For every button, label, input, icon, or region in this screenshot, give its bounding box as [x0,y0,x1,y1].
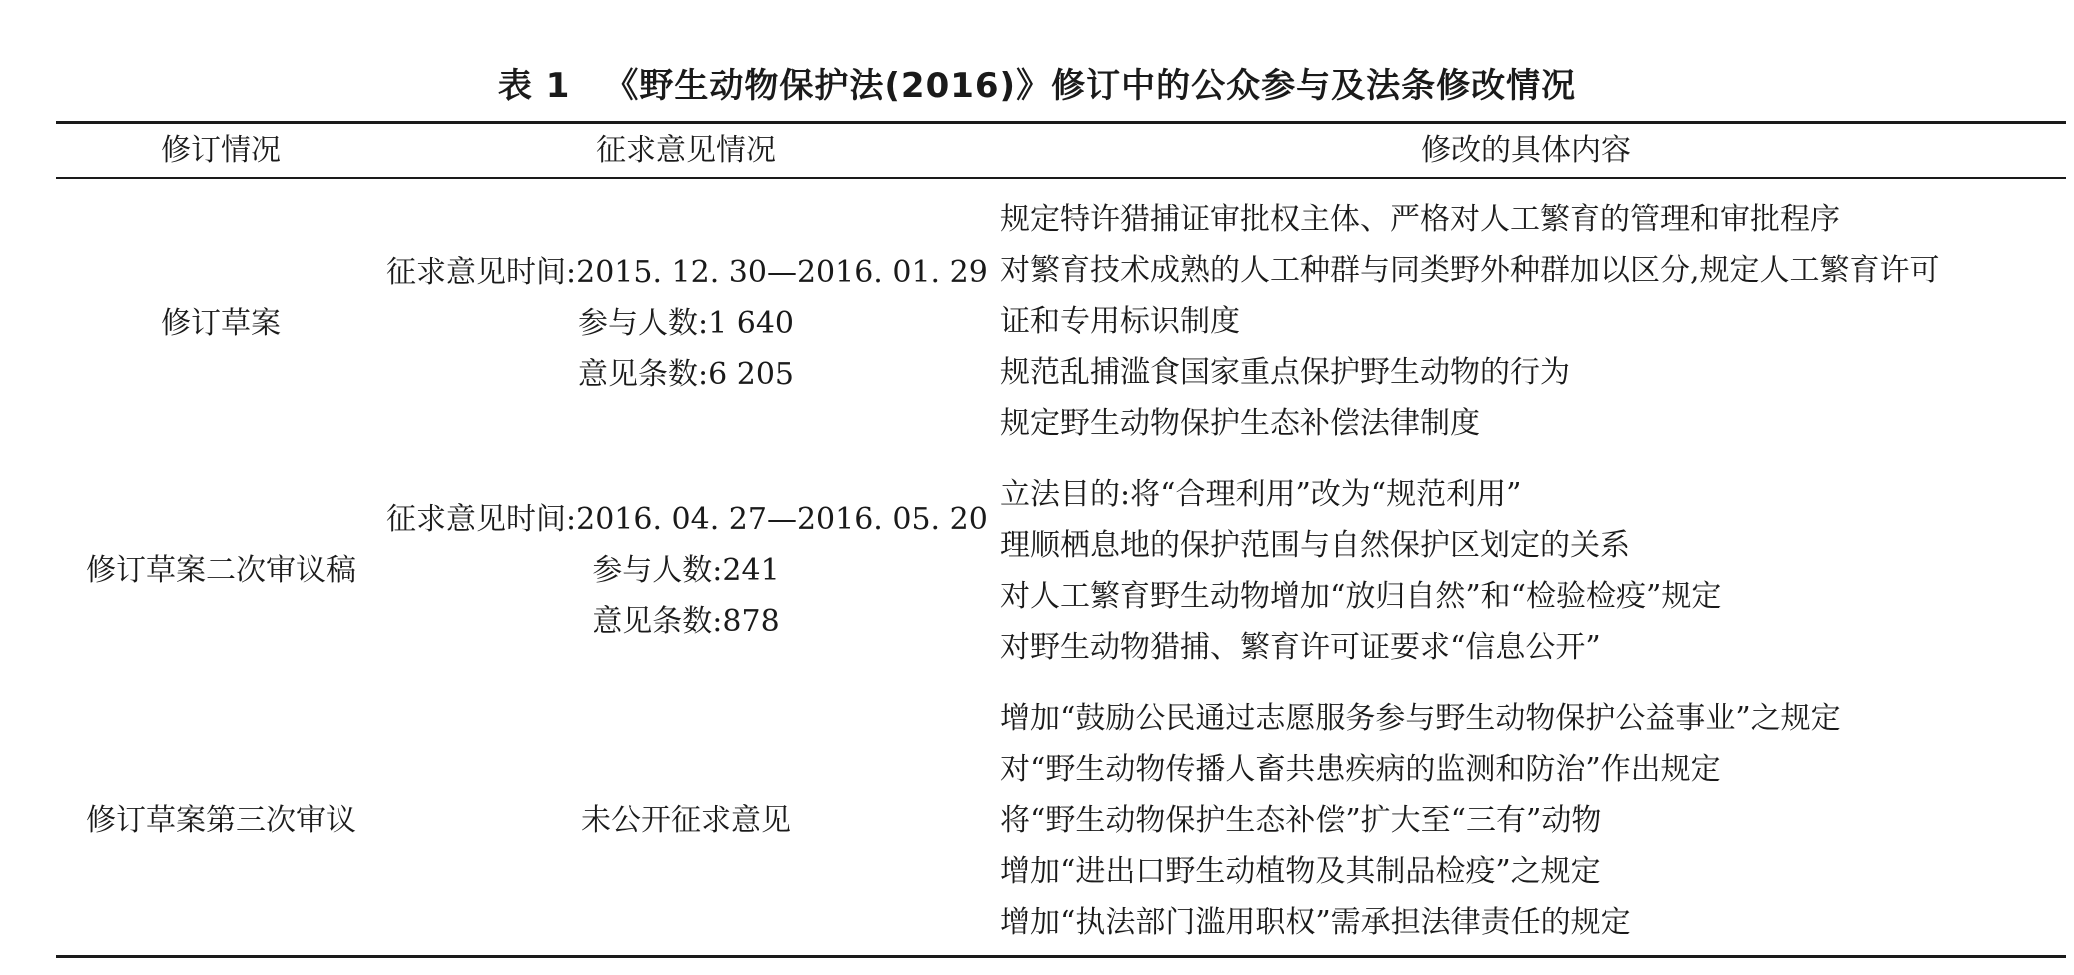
change-item: 对人工繁育野生动物增加“放归自然”和“检验检疫”规定 [1000,579,1722,614]
change-item: 规定野生动物保护生态补偿法律制度 [1000,406,1480,441]
participant-count: 参与人数:241 [592,553,780,588]
change-item: 理顺栖息地的保护范围与自然保护区划定的关系 [1000,528,1630,563]
comment-period: 征求意见时间:2015. 12. 30—2016. 01. 29 [386,255,988,290]
change-item: 对“野生动物传播人畜共患疾病的监测和防治”作出规定 [1000,752,1721,787]
comment-status: 未公开征求意见 [581,803,791,838]
change-list [1000,194,2066,449]
header-revision: 修订情况 [161,133,281,168]
header-changes: 修改的具体内容 [1421,133,1631,168]
change-item: 增加“进出口野生动植物及其制品检疫”之规定 [1000,854,1601,889]
change-item: 规定特许猎捕证审批权主体、严格对人工繁育的管理和审批程序 [1000,202,1840,237]
table-header-rule [56,177,2066,179]
table-title: 《野生动物保护法(2016)》修订中的公众参与及法条修改情况 [604,66,1577,106]
change-item: 将“野生动物保护生态补偿”扩大至“三有”动物 [1000,803,1602,838]
table-row [56,194,2066,449]
change-item: 对繁育技术成熟的人工种群与同类野外种群加以区分,规定人工繁育许可 [1000,253,1940,288]
change-item: 增加“鼓励公民通过志愿服务参与野生动物保护公益事业”之规定 [1000,701,1841,736]
change-item: 证和专用标识制度 [1000,304,1240,339]
table-bottom-rule [56,955,2066,958]
change-item: 对野生动物猎捕、繁育许可证要求“信息公开” [1000,630,1601,665]
table-row [56,469,2066,673]
comment-info [386,795,986,846]
change-list [1000,469,2066,673]
revision-label: 修订草案 [161,306,281,341]
participant-count: 参与人数:1 640 [578,306,794,341]
revision-label: 修订草案二次审议稿 [86,553,356,588]
revision-label: 修订草案第三次审议 [86,803,356,838]
table-row [56,693,2066,948]
change-item: 增加“执法部门滥用职权”需承担法律责任的规定 [1000,905,1631,940]
comment-info [386,494,986,647]
change-item: 规范乱捕滥食国家重点保护野生动物的行为 [1000,355,1570,390]
opinion-count: 意见条数:6 205 [578,357,794,392]
comment-info [386,247,986,400]
header-comments: 征求意见情况 [596,133,776,168]
comment-period: 征求意见时间:2016. 04. 27—2016. 05. 20 [386,502,988,537]
change-list [1000,693,2066,948]
change-item: 立法目的:将“合理利用”改为“规范利用” [1000,477,1522,512]
table-caption [0,58,2074,107]
table-number: 表 1 [497,66,571,106]
opinion-count: 意见条数:878 [592,604,780,639]
